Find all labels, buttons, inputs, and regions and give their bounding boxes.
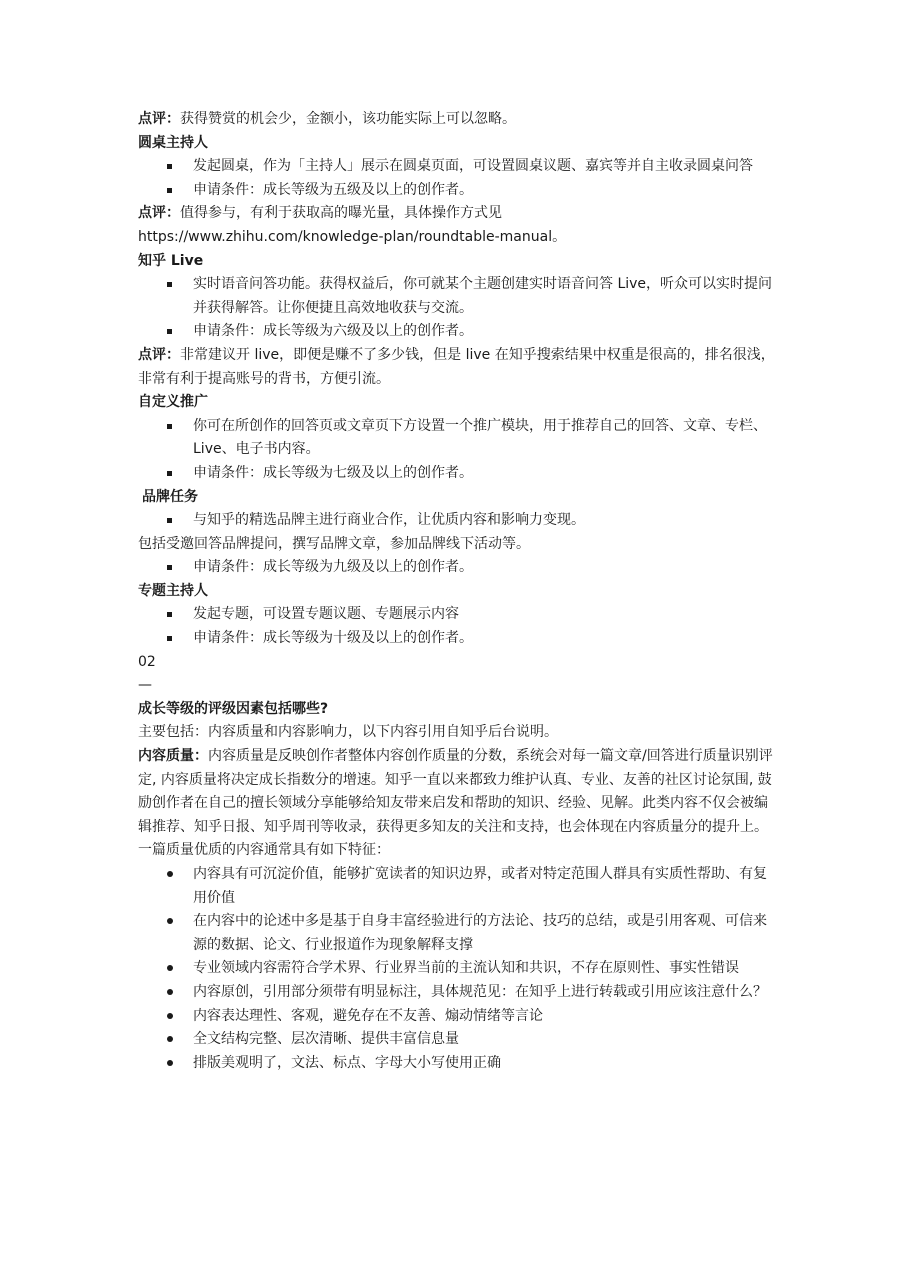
list-item: 排版美观明了，文法、标点、字母大小写使用正确 (138, 1052, 778, 1076)
comment-text: 获得赞赏的机会少，金额小，该功能实际上可以忽略。 (180, 111, 516, 127)
list-item: 全文结构完整、层次清晰、提供丰富信息量 (138, 1028, 778, 1052)
quality-label: 内容质量： (138, 748, 208, 765)
list-item: 内容具有可沉淀价值，能够扩宽读者的知识边界，或者对特定范围人群具有实质性帮助、有复用价值 (138, 863, 778, 910)
list-item: 申请条件：成长等级为十级及以上的创作者。 (138, 627, 778, 651)
heading-growth-factors: 成长等级的评级因素包括哪些? (138, 700, 329, 717)
topic-list (138, 603, 778, 650)
list-item: 内容原创，引用部分须带有明显标注，具体规范见：在知乎上进行转载或引用应该注意什么？ (138, 981, 778, 1005)
heading-brand-task: 品牌任务 (142, 488, 198, 505)
quality-features-list (138, 863, 778, 1075)
list-item: 申请条件：成长等级为五级及以上的创作者。 (138, 179, 778, 203)
list-item: 专业领域内容需符合学术界、行业界当前的主流认知和共识，不存在原则性、事实性错误 (138, 957, 778, 981)
content-quality-paragraph (138, 745, 778, 863)
brand-plain-text: 包括受邀回答品牌提问，撰写品牌文章，参加品牌线下活动等。 (138, 535, 530, 552)
list-item: 发起专题，可设置专题议题、专题展示内容 (138, 603, 778, 627)
quality-text: 内容质量是反映创作者整体内容创作质量的分数，系统会对每一篇文章/回答进行质量识别评定, 内容质量将决定成长指数分的增速。知乎一直以来都致力维护认真、专业、友善的社区讨论氛围, 鼓励创作者在自己的擅长领域分享能够给知友带来启发和帮助的知识、经验、见解。此类内容不仅会被编辑推荐、知乎日报、知乎周刊等收录，获得更多知友的关注和支持，也会体现在内容质量分的提升上。一篇质量优质的内容通常具有如下特征： (138, 748, 773, 859)
comment-label: 点评： (138, 346, 180, 363)
document-body (138, 108, 778, 1075)
comment-text: 值得参与，有利于获取高的曝光量，具体操作方式见 (180, 205, 502, 222)
brand-list (138, 509, 778, 533)
heading-live: 知乎 Live (138, 252, 204, 269)
heading-custom-promo: 自定义推广 (138, 394, 208, 411)
heading-roundtable: 圆桌主持人 (138, 134, 208, 151)
live-list (138, 273, 778, 344)
brand-list-2 (138, 556, 778, 580)
list-item: 在内容中的论述中多是基于自身丰富经验进行的方法论、技巧的总结，或是引用客观、可信来源的数据、论文、行业报道作为现象解释支撑 (138, 910, 778, 957)
section-divider: — (138, 677, 152, 694)
promo-list (138, 415, 778, 486)
comment-text: 非常建议开 live，即便是赚不了多少钱，但是 live 在知乎搜索结果中权重是很高的，排名很浅，非常有利于提高账号的背书，方便引流。 (138, 346, 775, 387)
comment-reward (138, 108, 778, 132)
list-item: 与知乎的精选品牌主进行商业合作，让优质内容和影响力变现。 (138, 509, 778, 533)
list-item: 申请条件：成长等级为六级及以上的创作者。 (138, 320, 778, 344)
list-item: 申请条件：成长等级为九级及以上的创作者。 (138, 556, 778, 580)
list-item: 发起圆桌，作为「主持人」展示在圆桌页面，可设置圆桌议题、嘉宾等并自主收录圆桌问答 (138, 155, 778, 179)
roundtable-manual-link[interactable]: https://www.zhihu.com/knowledge-plan/roundtable-manual。 (138, 228, 567, 245)
comment-label: 点评： (138, 111, 180, 127)
heading-topic-host: 专题主持人 (138, 582, 208, 599)
comment-label: 点评： (138, 205, 180, 222)
comment-roundtable (138, 202, 778, 226)
list-item: 你可在所创作的回答页或文章页下方设置一个推广模块，用于推荐自己的回答、文章、专栏、Live、电子书内容。 (138, 415, 778, 462)
comment-live (138, 344, 778, 391)
roundtable-list (138, 155, 778, 202)
list-item: 内容表达理性、客观，避免存在不友善、煽动情绪等言论 (138, 1005, 778, 1029)
list-item: 实时语音问答功能。获得权益后，你可就某个主题创建实时语音问答 Live，听众可以实时提问并获得解答。让你便捷且高效地收获与交流。 (138, 273, 778, 320)
intro-text: 主要包括：内容质量和内容影响力，以下内容引用自知乎后台说明。 (138, 724, 558, 741)
section-number: 02 (138, 653, 156, 670)
list-item: 申请条件：成长等级为七级及以上的创作者。 (138, 462, 778, 486)
